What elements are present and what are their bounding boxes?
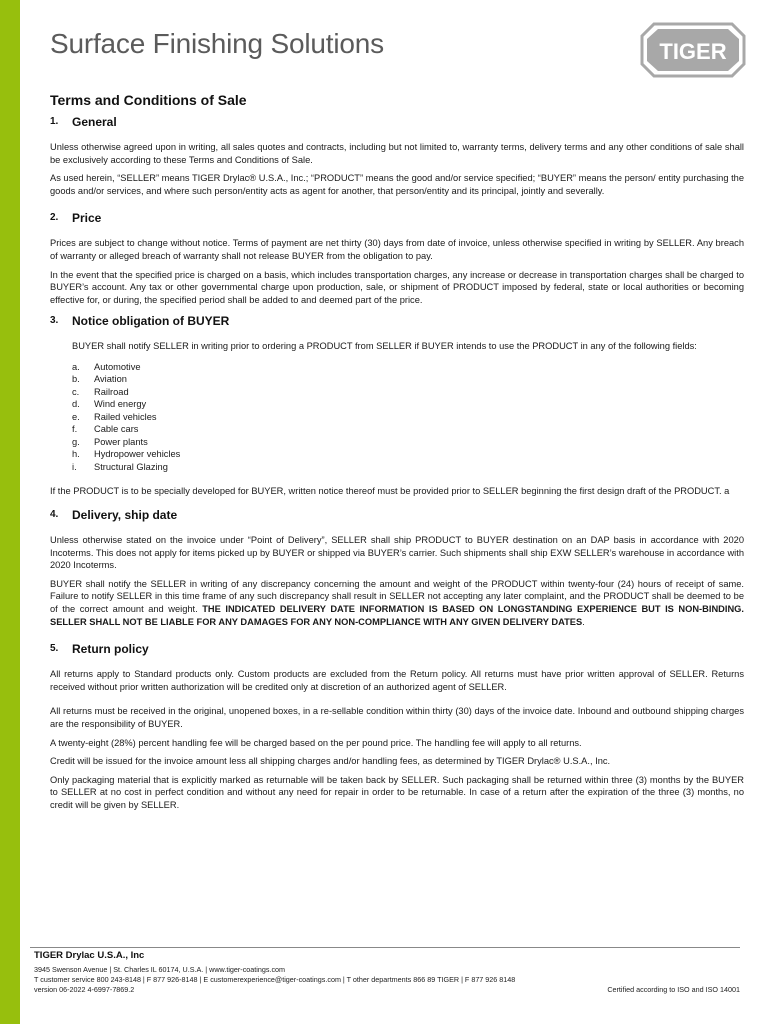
paragraph: BUYER shall notify SELLER in writing prior to ordering a PRODUCT from SELLER if BUYER intends to use the PRODUCT in any of the following fields: [72, 341, 697, 352]
section-heading-price [50, 211, 744, 225]
svg-text:TIGER: TIGER [659, 39, 727, 64]
document-title: Terms and Conditions of Sale [50, 92, 247, 108]
paragraph: If the PRODUCT is to be specially developed for BUYER, written notice thereof must be provided prior to SELLER beginning the first design draft of the PRODUCT. a [50, 486, 730, 497]
paragraph: Only packaging material that is explicitly marked as returnable will be taken back by SELLER. Such packaging shall be returned within three (3) months by the BUYER to SELLER at no cost in perfect condition and without any need for repair in order to be returnable. In case of a return after the expiration of the three (3) months, no credit will be given by SELLER. [50, 774, 744, 810]
list-item: b. Aviation [72, 374, 127, 385]
section-number: 1. [50, 116, 59, 127]
paragraph: Prices are subject to change without notice. Terms of payment are net thirty (30) days from date of invoice, unless otherwise specified in writing by SELLER. Any breach of warranty or alleged breach of warranty shall not release BUYER from the obligation to pay. [50, 238, 744, 261]
section-title: General [72, 115, 117, 129]
section-title: Return policy [72, 642, 149, 657]
paragraph: Unless otherwise stated on the invoice under “Point of Delivery”, SELLER shall ship PRODUCT to BUYER destination on an DAP basis in accordance with 2020 Incoterms. This does not apply for items picked up by BUYER or shipped via BUYER’s carrier. Such shipments shall ship EXW SELLER’s warehouse in accordance with 2020 Incoterms. [50, 535, 744, 571]
section-title: Notice obligation of BUYER [72, 314, 230, 329]
paragraph: In the event that the specified price is charged on a basis, which includes transportation charges, any increase or decrease in transportation charges shall be charged to BUYER’s account. Any tax or other governmental charge upon production, sale, or shipment of PRODUCT imposed by federal, state or local authorities or becoming effective for, or during, the specified period shall be added to and deemed part of the price. [50, 269, 744, 305]
fields-list [72, 361, 744, 474]
section-heading-general [50, 115, 744, 129]
paragraph: All returns must be received in the original, unopened boxes, in a re-sellable condition within thirty (30) days of the invoice date. Inbound and outbound shipping charges are the responsibility of BUYER. [50, 706, 744, 729]
list-item: d. Wind energy [72, 399, 147, 410]
list-item: c. Railroad [72, 386, 129, 397]
list-item: f. Cable cars [72, 424, 139, 435]
paragraph: BUYER shall notify the SELLER in writing of any discrepancy concerning the amount and weight of the PRODUCT within twenty-four (24) hours of receipt of same. Failure to notify SELLER in this time frame of any such discrepancy shall result in SELLER not accepting any later complaint, and the PRODUCT shall be deemed to be of the correct amount and weight. THE INDICATED DELIVERY DATE INFORMATION IS BASED ON LONGSTANDING EXPERIENCE BUT IS NON-BINDING. SELLER SHALL NOT BE LIABLE FOR ANY DAMAGES FOR ANY NON-COMPLIANCE WITH ANY GIVEN DELIVERY DATES. [50, 578, 744, 627]
paragraph: Unless otherwise agreed upon in writing, all sales quotes and contracts, including but not limited to, warranty terms, delivery terms and any other conditions of sale shall be exclusively according to these Terms and Conditions of Sale. [50, 142, 744, 165]
section-number: 3. [50, 315, 59, 327]
footer-version-row [34, 985, 740, 995]
paragraph: Credit will be issued for the invoice amount less all shipping charges and/or handling fees, as determined by TIGER Drylac® U.S.A., Inc. [50, 756, 611, 767]
section-heading-delivery [50, 508, 744, 522]
list-item: h. Hydropower vehicles [72, 449, 181, 460]
footer-certification: Certified according to ISO and ISO 14001 [607, 984, 740, 994]
footer-contacts: T customer service 800 243-8148 | F 877 926-8148 | E customerexperience@tiger-coatings.com | T other departments 866 89 TIGER | F 877 926 8148 [34, 974, 516, 984]
list-item: i. Structural Glazing [72, 461, 168, 472]
section-title: Delivery, ship date [72, 508, 178, 523]
disclaimer-text: THE INDICATED DELIVERY DATE INFORMATION IS BASED ON LONGSTANDING EXPERIENCE BUT IS NON-BINDING. SELLER SHALL NOT BE LIABLE FOR ANY DAMAGES FOR ANY NON-COMPLIANCE WITH ANY GIVEN DELIVERY DATES [50, 604, 744, 627]
page-header-title: Surface Finishing Solutions [50, 28, 384, 59]
section-number: 5. [50, 643, 59, 655]
section-heading-return-policy [50, 642, 744, 656]
footer-company: TIGER Drylac U.S.A., Inc [34, 950, 145, 961]
paragraph: All returns apply to Standard products only. Custom products are excluded from the Return policy. All returns must have prior written approval of SELLER. Returns received without prior written authorization will be credited only at discretion of an authorized agent of SELLER. [50, 669, 744, 692]
footer-version: version 06-2022 4-6997-7869.2 [34, 984, 135, 994]
terms-document [50, 92, 744, 818]
footer-address: 3945 Swenson Avenue | St. Charles IL 60174, U.S.A. | www.tiger-coatings.com [34, 965, 286, 974]
list-item: g. Power plants [72, 436, 148, 447]
footer-divider [30, 947, 740, 948]
green-side-bar [0, 0, 20, 1024]
page-footer [34, 950, 740, 994]
section-number: 2. [50, 212, 59, 224]
list-item: a. Automotive [72, 361, 141, 372]
paragraph: A twenty-eight (28%) percent handling fee will be charged based on the per pound price. The handling fee will apply to all returns. [50, 737, 582, 748]
section-number: 4. [50, 509, 59, 521]
tiger-logo [640, 22, 746, 78]
section-title: Price [72, 211, 102, 226]
list-item: e. Railed vehicles [72, 411, 157, 422]
paragraph: As used herein, “SELLER” means TIGER Drylac® U.S.A., Inc.; “PRODUCT” means the good and/or service specified; “BUYER” means the person/ entity purchasing the goods and/or services, and where such person/entity acts as agent for another, that person/entity and its principal, jointly and severally. [50, 173, 744, 196]
section-heading-notice-obligation [50, 314, 744, 328]
